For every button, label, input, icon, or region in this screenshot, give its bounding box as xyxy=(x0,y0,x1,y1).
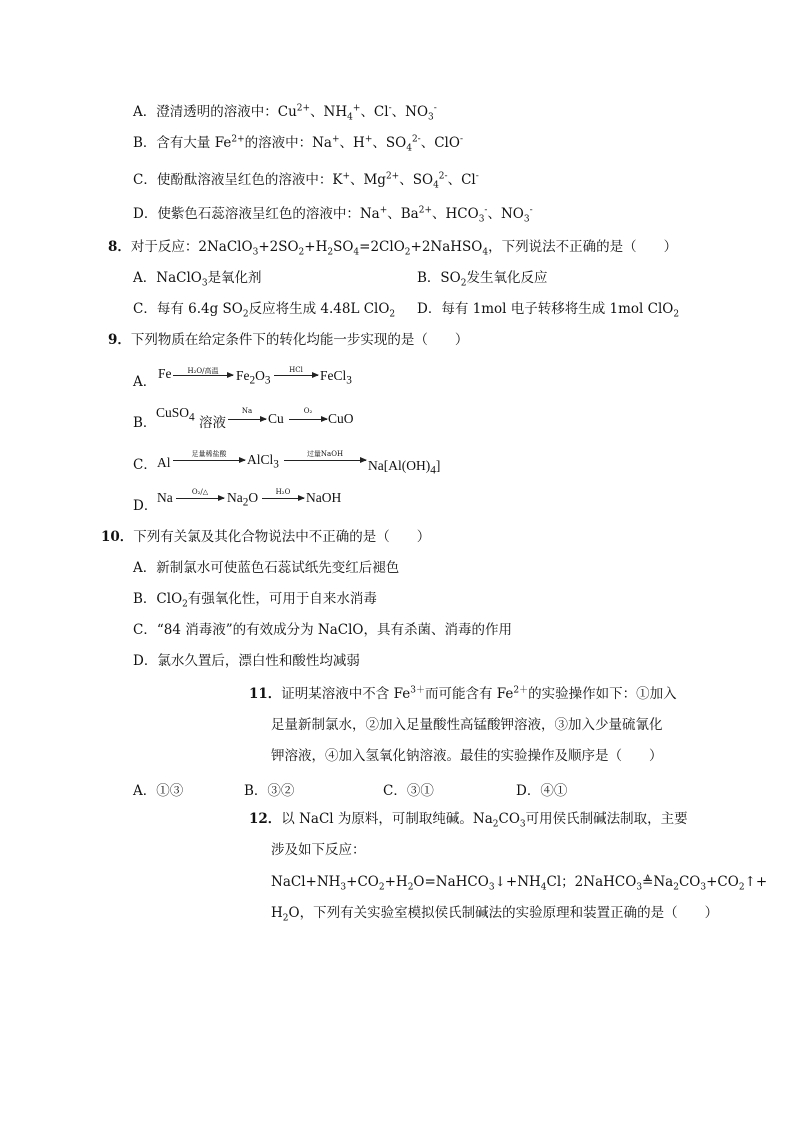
q8-option-d: D．每有 1mol 电子转移将生成 1mol ClO$_2$ xyxy=(417,301,680,320)
q9d-na2o: $Na_2O$ xyxy=(227,490,259,509)
q9b-cond2: O₂ xyxy=(303,407,313,415)
q9c-al: Al xyxy=(157,455,171,470)
q12-line4: $H_2O$，下列有关实验室模拟侯氏制碱法的实验原理和装置正确的是（ ） xyxy=(271,905,719,924)
q9d-arrow2 xyxy=(262,498,304,499)
q9a-fecl3: FeCl$_3$ xyxy=(320,368,352,387)
q10-stem: 10．下列有关氯及其化合物说法中不正确的是（ ） xyxy=(101,529,431,545)
q9a-fe: Fe xyxy=(158,366,172,381)
q8-option-c: C．每有 6.4g $SO_2$反应将生成 4.48L ClO$_2$ xyxy=(133,301,396,320)
q7-option-a: A．澄清透明的溶液中：$Cu^{2+}$、$NH_4^+$、Cl-、$NO_3^-$ xyxy=(133,103,437,123)
q9b-arrow1 xyxy=(228,419,266,420)
q9-option-b-label: B． xyxy=(133,415,157,431)
q11-option-c: C．③① xyxy=(383,783,434,799)
q11-option-d: D．④① xyxy=(516,783,568,799)
q12-line1: 12．以 NaCl 为原料，可制取纯碱。$Na_2CO_3$可用侯氏制碱法制取，主要 xyxy=(249,811,688,830)
q9a-cond2: HCl xyxy=(289,366,303,374)
q9d-na: Na xyxy=(157,490,173,505)
q9a-arrow2 xyxy=(274,375,318,376)
q9-option-a-label: A． xyxy=(133,374,157,390)
q8-option-a: A．NaClO$_3$是氧化剂 xyxy=(133,270,262,289)
q9c-cond1: 足量稀盐酸 xyxy=(191,450,227,458)
q9d-cond2: H₂O xyxy=(275,488,291,496)
q9b-cuo: CuO xyxy=(328,411,354,426)
q12-line3: $NaCl+NH_3+CO_2+H_2O=NaHCO_3↓+NH_4Cl$；$2NaHCO_3≜Na_2CO_3+CO_2↑+$ xyxy=(271,874,768,893)
q10-option-b: B．ClO$_2$有强氧化性，可用于自来水消毒 xyxy=(133,591,377,610)
q11-line2: 足量新制氯水，②加入足量酸性高锰酸钾溶液，③加入少量硫氰化 xyxy=(271,717,663,733)
q7-option-c: C．使酚酞溶液呈红色的溶液中：K+、$Mg^{2+}$、$SO_4^{2-}$、Cl- xyxy=(133,171,479,191)
q12-line2: 涉及如下反应： xyxy=(271,842,366,858)
q9c-alcl3: AlCl$_3$ xyxy=(247,452,279,471)
q11-option-a: A．①③ xyxy=(133,783,184,799)
q8-option-b: B．$SO_2$发生氧化反应 xyxy=(417,270,548,289)
q9-option-c-label: C． xyxy=(133,457,157,473)
q9d-cond1: O₂/△ xyxy=(191,488,209,496)
q10-option-a: A．新制氯水可使蓝色石蕊试纸先变红后褪色 xyxy=(133,560,400,576)
q8-stem: 8．对于反应：$2NaClO_3+2SO_2+H_2SO_4=2ClO_2+2NaHSO_4$，下列说法不正确的是（ ） xyxy=(108,239,678,258)
q9a-cond1: H₂O/高温 xyxy=(187,367,219,375)
q9a-arrow1 xyxy=(173,375,233,376)
q9-stem: 9．下列物质在给定条件下的转化均能一步实现的是（ ） xyxy=(108,332,469,348)
q7-option-d: D．使紫色石蕊溶液呈红色的溶液中：Na+、$Ba^{2+}$、$HCO_3^-$、$NO_3^-$ xyxy=(133,205,533,225)
q9b-arrow2 xyxy=(289,419,327,420)
q9d-arrow1 xyxy=(176,498,224,499)
q9b-solution: 溶液 xyxy=(199,415,226,430)
q9b-cuso4: CuSO$_4$ xyxy=(156,405,195,424)
q11-line3: 钾溶液，④加入氢氧化钠溶液。最佳的实验操作及顺序是（ ） xyxy=(271,748,663,764)
q9b-cond1: Na xyxy=(241,407,253,415)
q9c-arrow1 xyxy=(173,460,245,461)
q11-line1: 11．证明某溶液中不含 $Fe^{3+}$而可能含有 $Fe^{2+}$的实验操作如下：①加入 xyxy=(249,685,677,702)
q9c-cond2: 过量NaOH xyxy=(306,450,344,458)
q10-option-d: D．氯水久置后，漂白性和酸性均减弱 xyxy=(133,653,360,669)
q9-option-d-label: D． xyxy=(133,498,158,514)
q11-option-b: B．③② xyxy=(244,783,295,799)
q9c-arrow2 xyxy=(284,460,366,461)
q9a-fe2o3: $Fe_2O_3$ xyxy=(236,368,271,387)
q10-option-c: C．“84 消毒液”的有效成分为 NaClO，具有杀菌、消毒的作用 xyxy=(133,622,512,638)
q9c-product: $Na[Al(OH)_4]$ xyxy=(368,458,441,477)
q7-option-b: B．含有大量 $Fe^{2+}$的溶液中：Na+、H+、$SO_4^{2-}$、ClO- xyxy=(133,134,463,154)
q9b-cu: Cu xyxy=(268,411,284,426)
q9d-naoh: NaOH xyxy=(306,490,342,505)
